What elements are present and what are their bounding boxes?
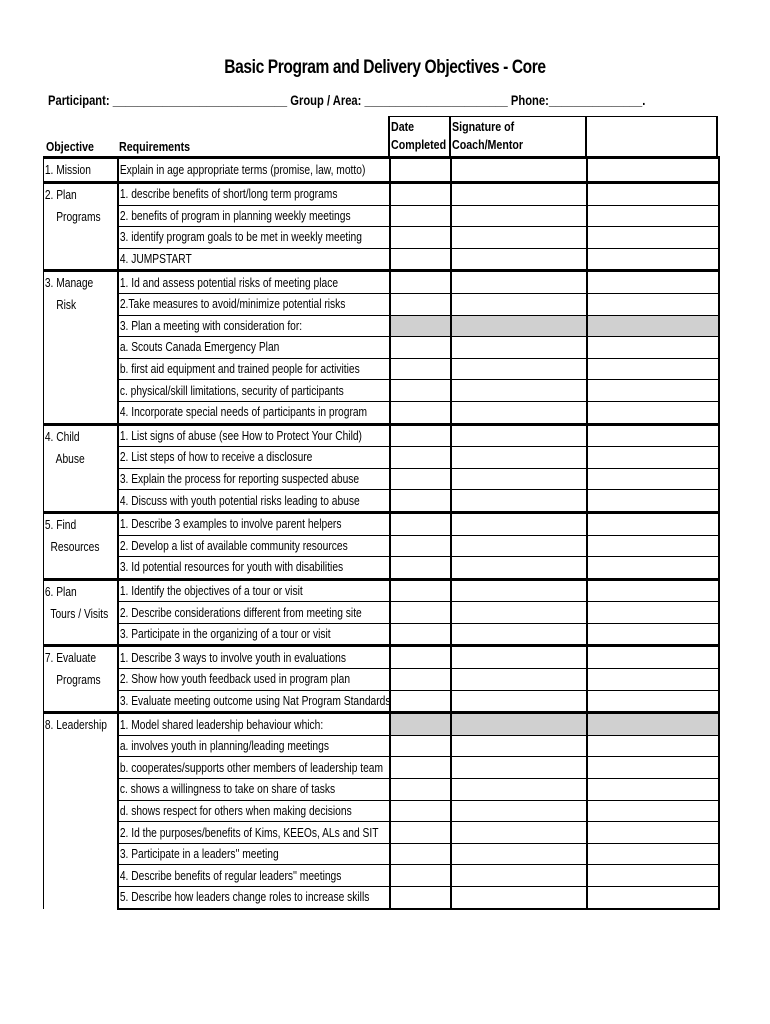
header-objective: Objective [46, 139, 94, 154]
objective-label: 1. Mission [44, 163, 91, 177]
table-row [44, 535, 719, 557]
date-completed-cell[interactable] [390, 669, 451, 691]
requirement-text: b. cooperates/supports other members of leadership team [119, 760, 383, 775]
objective-cell [44, 646, 118, 713]
signature-cell[interactable] [451, 690, 587, 713]
requirement-text: 1. Describe 3 ways to involve youth in evaluations [119, 650, 346, 665]
signature-cell[interactable] [451, 735, 587, 757]
extra-cell[interactable] [587, 315, 719, 337]
signature-cell[interactable] [451, 865, 587, 887]
requirement-text: 3. Evaluate meeting outcome using Nat Program Standards [119, 693, 390, 708]
date-completed-cell[interactable] [390, 579, 451, 602]
requirement-cell [118, 315, 390, 337]
requirement-cell [118, 293, 390, 315]
requirement-cell [118, 822, 390, 844]
requirement-text: 1. describe benefits of short/long term programs [119, 187, 337, 202]
requirement-text: b. first aid equipment and trained people for activities [119, 362, 360, 377]
date-completed-cell[interactable] [390, 424, 451, 447]
signature-cell[interactable] [451, 557, 587, 580]
header-date-line1: Date [391, 119, 415, 134]
extra-cell[interactable] [587, 887, 719, 909]
extra-cell[interactable] [587, 447, 719, 469]
requirement-cell [118, 757, 390, 779]
requirement-text: d. shows respect for others when making decisions [119, 803, 352, 818]
table-row [44, 623, 719, 646]
requirement-cell [118, 602, 390, 624]
requirement-text: 2. List steps of how to receive a disclosure [119, 450, 312, 465]
extra-cell[interactable] [587, 380, 719, 402]
extra-cell[interactable] [587, 183, 719, 206]
date-completed-cell[interactable] [390, 887, 451, 909]
requirement-cell [118, 887, 390, 909]
requirement-text: 1. List signs of abuse (see How to Protect Your Child) [119, 428, 362, 443]
table-row [44, 757, 719, 779]
date-completed-cell[interactable] [390, 158, 451, 183]
requirement-cell [118, 468, 390, 490]
extra-cell[interactable] [587, 800, 719, 822]
requirement-cell [118, 227, 390, 249]
requirement-text: 2. Show how youth feedback used in program plan [119, 672, 350, 687]
requirement-cell [118, 248, 390, 271]
extra-cell[interactable] [587, 557, 719, 580]
table-row [44, 158, 719, 183]
date-completed-cell[interactable] [390, 337, 451, 359]
requirement-cell [118, 735, 390, 757]
requirement-cell [118, 579, 390, 602]
requirement-text: 3. Participate in a leaders'' meeting [119, 847, 279, 862]
table-row [44, 646, 719, 669]
signature-cell[interactable] [451, 227, 587, 249]
requirement-text: 1. Id and assess potential risks of meeting place [119, 275, 338, 290]
requirement-text: a. Scouts Canada Emergency Plan [119, 340, 279, 355]
objective-label: 7. Evaluate Programs [44, 651, 101, 688]
date-completed-cell[interactable] [390, 623, 451, 646]
date-completed-cell[interactable] [390, 512, 451, 535]
extra-cell[interactable] [587, 779, 719, 801]
date-completed-cell[interactable] [390, 557, 451, 580]
extra-cell[interactable] [587, 468, 719, 490]
signature-cell[interactable] [451, 401, 587, 424]
requirement-text: 2. benefits of program in planning weekly meetings [119, 208, 351, 223]
extra-cell[interactable] [587, 735, 719, 757]
signature-cell[interactable] [451, 822, 587, 844]
date-completed-cell[interactable] [390, 490, 451, 513]
objective-label: 3. Manage Risk [44, 276, 94, 313]
requirement-text: c. physical/skill limitations, security of participants [119, 383, 344, 398]
date-completed-cell[interactable] [390, 248, 451, 271]
table-row [44, 205, 719, 227]
requirement-cell [118, 447, 390, 469]
participant-line: Participant: ____________________________ Group / Area: _______________________ Phone:_______________. [48, 92, 646, 108]
table-row [44, 248, 719, 271]
requirement-cell [118, 401, 390, 424]
signature-cell[interactable] [451, 337, 587, 359]
requirement-text: 3. Participate in the organizing of a tour or visit [119, 627, 331, 642]
table-row [44, 227, 719, 249]
table-row [44, 887, 719, 909]
date-completed-cell[interactable] [390, 800, 451, 822]
signature-cell[interactable] [451, 271, 587, 294]
date-completed-cell[interactable] [390, 183, 451, 206]
objective-cell [44, 579, 118, 646]
objective-label: 8. Leadership [44, 718, 107, 733]
table-row [44, 447, 719, 469]
extra-cell[interactable] [587, 535, 719, 557]
extra-cell[interactable] [587, 490, 719, 513]
date-completed-cell[interactable] [390, 843, 451, 865]
page-title: Basic Program and Delivery Objectives - Core [224, 57, 546, 78]
extra-cell[interactable] [587, 401, 719, 424]
signature-cell[interactable] [451, 602, 587, 624]
date-completed-cell[interactable] [390, 401, 451, 424]
table-row [44, 690, 719, 713]
requirement-cell [118, 557, 390, 580]
table-row [44, 315, 719, 337]
table-row [44, 713, 719, 736]
header-divider [388, 116, 390, 156]
signature-cell[interactable] [451, 158, 587, 183]
requirement-cell [118, 358, 390, 380]
requirement-text: 4. Discuss with youth potential risks leading to abuse [119, 493, 360, 508]
date-completed-cell[interactable] [390, 690, 451, 713]
extra-cell[interactable] [587, 713, 719, 736]
date-completed-cell[interactable] [390, 646, 451, 669]
extra-cell[interactable] [587, 822, 719, 844]
date-completed-cell[interactable] [390, 468, 451, 490]
requirement-text: 4. Incorporate special needs of participants in program [119, 405, 367, 420]
signature-cell[interactable] [451, 468, 587, 490]
extra-cell[interactable] [587, 669, 719, 691]
table-row [44, 735, 719, 757]
header-date-line2: Completed [391, 137, 447, 152]
signature-cell[interactable] [451, 183, 587, 206]
requirement-text: 3. Plan a meeting with consideration for: [119, 318, 302, 333]
extra-cell[interactable] [587, 337, 719, 359]
signature-cell[interactable] [451, 205, 587, 227]
signature-cell[interactable] [451, 512, 587, 535]
table-row [44, 579, 719, 602]
signature-cell[interactable] [451, 669, 587, 691]
header-divider [585, 116, 587, 156]
requirement-cell [118, 158, 390, 183]
signature-cell[interactable] [451, 646, 587, 669]
signature-cell[interactable] [451, 713, 587, 736]
requirement-text: 1. Describe 3 examples to involve parent helpers [119, 517, 341, 532]
table-row [44, 424, 719, 447]
requirement-cell [118, 623, 390, 646]
extra-cell[interactable] [587, 602, 719, 624]
signature-cell[interactable] [451, 447, 587, 469]
requirement-text: 2. Describe considerations different from meeting site [119, 605, 362, 620]
requirement-cell [118, 800, 390, 822]
date-completed-cell[interactable] [390, 358, 451, 380]
table-row [44, 358, 719, 380]
objective-label: 4. Child Abuse [44, 429, 85, 466]
requirement-text: Explain in age appropriate terms (promise, law, motto) [119, 163, 365, 177]
date-completed-cell[interactable] [390, 757, 451, 779]
header-divider [449, 116, 451, 156]
extra-cell[interactable] [587, 690, 719, 713]
objective-cell [44, 512, 118, 579]
objectives-table [43, 156, 720, 910]
table-row [44, 490, 719, 513]
requirement-cell [118, 337, 390, 359]
requirement-cell [118, 690, 390, 713]
objective-label: 5. Find Resources [44, 517, 100, 554]
date-completed-cell[interactable] [390, 602, 451, 624]
extra-cell[interactable] [587, 205, 719, 227]
signature-cell[interactable] [451, 293, 587, 315]
objective-cell [44, 424, 118, 512]
objective-label: 2. Plan Programs [44, 188, 101, 224]
header-top-rule [389, 116, 718, 117]
requirement-text: 4. Describe benefits of regular leaders'' meetings [119, 868, 341, 883]
date-completed-cell[interactable] [390, 315, 451, 337]
requirement-text: 2.Take measures to avoid/minimize potential risks [119, 297, 345, 312]
requirement-cell [118, 779, 390, 801]
header-divider [716, 116, 718, 156]
requirement-cell [118, 490, 390, 513]
requirement-cell [118, 205, 390, 227]
table-row [44, 669, 719, 691]
requirement-text: a. involves youth in planning/leading meetings [119, 739, 329, 754]
requirement-cell [118, 865, 390, 887]
signature-cell[interactable] [451, 535, 587, 557]
table-row [44, 822, 719, 844]
extra-cell[interactable] [587, 293, 719, 315]
objective-cell [44, 713, 118, 909]
date-completed-cell[interactable] [390, 205, 451, 227]
requirement-text: 3. identify program goals to be met in weekly meeting [119, 230, 362, 245]
table-row [44, 800, 719, 822]
date-completed-cell[interactable] [390, 713, 451, 736]
header-signature-line1: Signature of [452, 119, 515, 134]
extra-cell[interactable] [587, 158, 719, 183]
signature-cell[interactable] [451, 779, 587, 801]
requirement-cell [118, 669, 390, 691]
date-completed-cell[interactable] [390, 271, 451, 294]
signature-cell[interactable] [451, 579, 587, 602]
date-completed-cell[interactable] [390, 735, 451, 757]
table-row [44, 512, 719, 535]
requirement-text: 5. Describe how leaders change roles to increase skills [119, 890, 369, 905]
extra-cell[interactable] [587, 757, 719, 779]
table-row [44, 401, 719, 424]
requirement-text: 1. Model shared leadership behaviour which: [119, 717, 323, 732]
date-completed-cell[interactable] [390, 822, 451, 844]
table-row [44, 337, 719, 359]
table-row [44, 293, 719, 315]
requirement-text: 3. Id potential resources for youth with disabilities [119, 560, 343, 575]
signature-cell[interactable] [451, 623, 587, 646]
signature-cell[interactable] [451, 424, 587, 447]
requirement-text: 4. JUMPSTART [119, 252, 192, 267]
date-completed-cell[interactable] [390, 865, 451, 887]
requirement-cell [118, 183, 390, 206]
signature-cell[interactable] [451, 843, 587, 865]
signature-cell[interactable] [451, 380, 587, 402]
requirement-text: 2. Id the purposes/benefits of Kims, KEEOs, ALs and SIT [119, 825, 378, 840]
extra-cell[interactable] [587, 227, 719, 249]
objective-cell [44, 158, 118, 183]
date-completed-cell[interactable] [390, 227, 451, 249]
table-row [44, 843, 719, 865]
table-row [44, 468, 719, 490]
extra-cell[interactable] [587, 512, 719, 535]
table-row [44, 865, 719, 887]
requirement-text: 2. Develop a list of available community resources [119, 538, 348, 553]
signature-cell[interactable] [451, 800, 587, 822]
table-row [44, 779, 719, 801]
signature-cell[interactable] [451, 757, 587, 779]
extra-cell[interactable] [587, 579, 719, 602]
header-signature-line2: Coach/Mentor [452, 137, 524, 152]
table-row [44, 557, 719, 580]
requirement-cell [118, 646, 390, 669]
signature-cell[interactable] [451, 358, 587, 380]
requirement-cell [118, 713, 390, 736]
extra-cell[interactable] [587, 646, 719, 669]
requirement-cell [118, 380, 390, 402]
extra-cell[interactable] [587, 865, 719, 887]
extra-cell[interactable] [587, 424, 719, 447]
date-completed-cell[interactable] [390, 447, 451, 469]
signature-cell[interactable] [451, 887, 587, 909]
signature-cell[interactable] [451, 315, 587, 337]
date-completed-cell[interactable] [390, 779, 451, 801]
requirement-cell [118, 424, 390, 447]
table-row [44, 380, 719, 402]
requirement-text: 1. Identify the objectives of a tour or visit [119, 583, 303, 598]
signature-cell[interactable] [451, 248, 587, 271]
date-completed-cell[interactable] [390, 535, 451, 557]
requirement-cell [118, 512, 390, 535]
table-row [44, 183, 719, 206]
requirement-text: 3. Explain the process for reporting suspected abuse [119, 472, 359, 487]
header-requirements: Requirements [119, 139, 191, 154]
extra-cell[interactable] [587, 248, 719, 271]
extra-cell[interactable] [587, 271, 719, 294]
requirement-cell [118, 535, 390, 557]
extra-cell[interactable] [587, 843, 719, 865]
date-completed-cell[interactable] [390, 293, 451, 315]
requirement-cell [118, 271, 390, 294]
signature-cell[interactable] [451, 490, 587, 513]
date-completed-cell[interactable] [390, 380, 451, 402]
extra-cell[interactable] [587, 623, 719, 646]
objective-cell [44, 183, 118, 271]
table-row [44, 271, 719, 294]
table-row [44, 602, 719, 624]
objective-label: 6. Plan Tours / Visits [44, 584, 109, 621]
requirement-text: c. shows a willingness to take on share of tasks [119, 782, 335, 797]
objective-cell [44, 271, 118, 424]
extra-cell[interactable] [587, 358, 719, 380]
requirement-cell [118, 843, 390, 865]
